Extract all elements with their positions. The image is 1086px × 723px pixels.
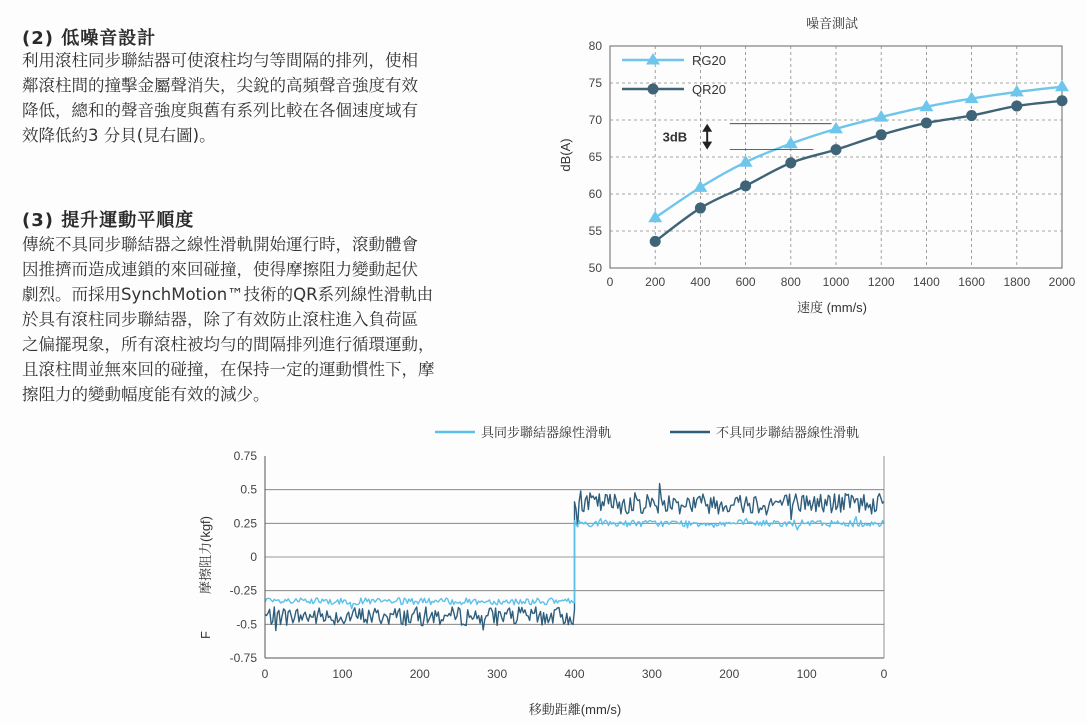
noise-annotation-arrowhead-up (702, 124, 712, 132)
friction-chart-ylabel-prefix: F (198, 631, 213, 639)
section-3-line: 之偏擺現象，所有滾柱被均勻的間隔排列進行循環運動， (22, 335, 435, 354)
friction-xtick-label: 100 (796, 667, 817, 681)
noise-legend-marker (648, 84, 659, 95)
noise-ytick-label: 80 (588, 39, 602, 53)
noise-xtick-label: 800 (780, 275, 801, 289)
friction-legend-label: 具同步聯結器線性滑軌 (481, 425, 612, 440)
section-3-body (22, 232, 542, 407)
noise-point-qr20 (966, 110, 977, 121)
friction-xtick-label: 300 (487, 667, 508, 681)
friction-chart-ylabel: 摩擦阻力(kgf) (198, 515, 213, 595)
friction-xtick-label: 100 (332, 667, 353, 681)
noise-point-qr20 (695, 203, 706, 214)
noise-xtick-label: 400 (690, 275, 711, 289)
section-3-line: 因推擠而造成連鎖的來回碰撞，使得摩擦阻力變動起伏 (22, 260, 418, 279)
noise-point-qr20 (785, 157, 796, 168)
noise-point-rg20 (1055, 80, 1069, 92)
noise-point-qr20 (1057, 95, 1068, 106)
section-3-line: 擦阻力的變動幅度能有效的減少。 (22, 385, 270, 404)
noise-legend-marker (646, 53, 660, 65)
noise-ytick-label: 60 (588, 187, 602, 201)
noise-xtick-label: 1000 (822, 275, 850, 289)
friction-chart (190, 420, 910, 720)
friction-ytick-label: 0.25 (233, 516, 257, 531)
section-2-body (22, 48, 542, 148)
noise-xtick-label: 1800 (1003, 275, 1031, 289)
section-2-line: 利用滾柱同步聯結器可使滾柱均勻等間隔的排列，使相 (22, 51, 418, 70)
friction-xtick-label: 200 (409, 667, 430, 681)
noise-ytick-label: 55 (588, 224, 602, 238)
noise-point-qr20 (1011, 100, 1022, 111)
noise-point-rg20 (648, 211, 662, 223)
noise-point-qr20 (921, 117, 932, 128)
noise-xtick-label: 0 (606, 275, 614, 289)
section-3-line: 傳統不具同步聯結器之線性滑軌開始運行時，滾動體會 (22, 235, 418, 254)
noise-legend-label: RG20 (692, 53, 726, 68)
friction-ytick-label: 0.5 (240, 482, 257, 497)
noise-chart-xlabel: 速度 (mm/s) (796, 300, 868, 315)
noise-annotation-label: 3dB (662, 129, 688, 145)
section-3-line: 於具有滾柱同步聯結器，除了有效防止滾柱進入負荷區 (22, 310, 418, 329)
section-3-title: (3) 提升運動平順度 (22, 210, 195, 231)
friction-ytick-label: 0 (250, 550, 257, 564)
noise-point-rg20 (693, 180, 707, 192)
friction-ytick-label: -0.25 (229, 583, 257, 598)
friction-xtick-label: 400 (564, 667, 585, 681)
noise-xtick-label: 2000 (1048, 275, 1076, 289)
section-3-line: 劇烈。而採用SynchMotion™技術的QR系列線性滑軌由 (22, 285, 434, 304)
section-2-title: (2) 低噪音設計 (22, 28, 157, 49)
noise-ytick-label: 70 (588, 113, 602, 127)
friction-xtick-label: 0 (261, 667, 269, 681)
section-2-line: 鄰滾柱間的撞擊金屬聲消失，尖銳的高頻聲音強度有效 (22, 76, 418, 95)
noise-point-qr20 (831, 144, 842, 155)
friction-ytick-label: 0.75 (233, 449, 257, 463)
section-3-line: 且滾柱間並無來回的碰撞，在保持一定的運動慣性下，摩 (22, 360, 435, 379)
noise-legend-label: QR20 (692, 82, 726, 97)
noise-xtick-label: 1600 (958, 275, 985, 289)
friction-chart-xlabel: 移動距離(mm/s) (528, 702, 622, 717)
noise-chart-ylabel: dB(A) (558, 138, 573, 172)
noise-xtick-label: 600 (735, 275, 756, 289)
noise-annotation-arrowhead-down (702, 142, 712, 150)
friction-xtick-label: 200 (719, 667, 740, 681)
noise-ytick-label: 65 (588, 150, 602, 164)
noise-test-chart (560, 10, 1080, 320)
friction-xtick-label: 300 (641, 667, 662, 681)
section-2-line: 效降低約3 分貝(見右圖)。 (22, 126, 216, 145)
noise-ytick-label: 75 (588, 76, 602, 90)
friction-legend-label: 不具同步聯結器線性滑軌 (716, 425, 860, 440)
noise-chart-title: 噪音測試 (805, 16, 859, 31)
noise-series-line-rg20 (655, 87, 1062, 218)
noise-point-qr20 (650, 236, 661, 247)
noise-xtick-label: 200 (645, 275, 666, 289)
noise-point-qr20 (876, 129, 887, 140)
noise-point-qr20 (740, 180, 751, 191)
friction-ytick-label: -0.75 (229, 651, 257, 665)
friction-xtick-label: 0 (880, 667, 888, 681)
noise-xtick-label: 1400 (913, 275, 940, 289)
noise-ytick-label: 50 (588, 261, 602, 275)
friction-series-line-0 (265, 517, 884, 609)
friction-ytick-label: -0.5 (236, 617, 257, 632)
section-2-line: 降低，總和的聲音強度與舊有系列比較在各個速度域有 (22, 101, 418, 120)
noise-xtick-label: 1200 (867, 275, 895, 289)
